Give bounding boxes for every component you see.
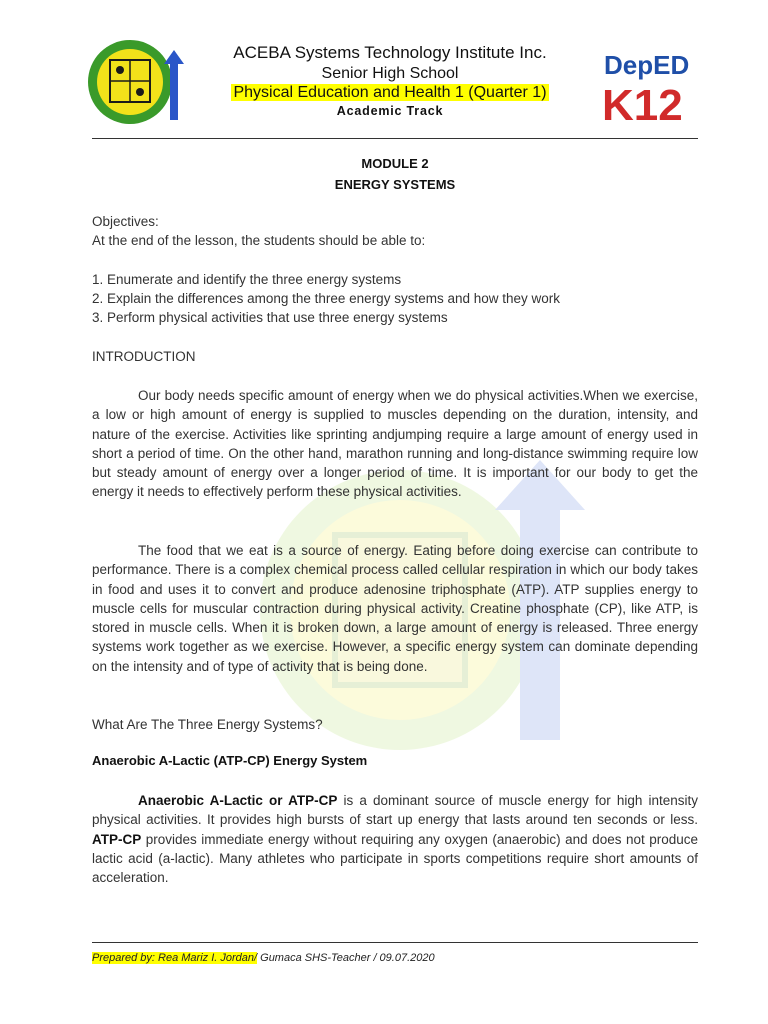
document-header [0, 0, 768, 140]
introduction-heading: INTRODUCTION [92, 349, 196, 364]
institute-name: ACEBA Systems Technology Institute Inc. [233, 43, 547, 62]
deped-logo-text: DepED [604, 50, 690, 80]
course-title: Physical Education and Health 1 (Quarter 1) [233, 84, 547, 101]
module-number: MODULE 2 [361, 156, 429, 171]
deped-k12-logo [600, 44, 696, 124]
objectives-label: Objectives: [92, 214, 159, 229]
header-divider [92, 138, 698, 139]
atp-cp-paragraph: Anaerobic A-Lactic or ATP-CP is a dominant source of muscle energy for high intensity physical activities. It provides high bursts of start up energy that lasts around ten seconds or less. ATP-CP provides immediate energy without requiring any oxygen (anaerobic) and does not produce lactic acid (a-lactic). Many athletes who participate in sports competitions require short amounts of acceleration. [92, 793, 699, 886]
objectives-intro: At the end of the lesson, the students should be able to: [92, 233, 426, 248]
footer-credit [92, 952, 435, 964]
aceba-seal-logo [86, 38, 184, 126]
track-name: Academic Track [336, 104, 444, 118]
objective-item-1: 1. Enumerate and identify the three energy systems [92, 272, 402, 287]
module-title: ENERGY SYSTEMS [334, 177, 456, 192]
prepared-by: Prepared by: Rea Mariz I. Jordan/ [92, 952, 258, 964]
objective-item-2: 2. Explain the differences among the three energy systems and how they work [92, 291, 561, 306]
section-heading-atp-cp: Anaerobic A-Lactic (ATP-CP) Energy System [92, 753, 368, 768]
three-systems-question: What Are The Three Energy Systems? [92, 717, 323, 732]
footer-divider [92, 942, 698, 943]
intro-paragraph-1: Our body needs specific amount of energy when we do physical activities.When we exercise, a low or high amount of energy is supplied to muscles depending on the duration, intensity, and nature of the exercise. Activities like sprinting andjumping require a large amount of energy used in short a period of time. On the other hand, marathon running and long-distance swimming require low but steady amount of energy over a longer period of time. It is important for our body to get the energy it needs to effectively perform these physical activities. [92, 388, 698, 500]
footer-rest: Gumaca SHS-Teacher / 09.07.2020 [257, 952, 435, 964]
school-name: Senior High School [321, 65, 459, 82]
objective-item-3: 3. Perform physical activities that use three energy systems [92, 310, 448, 325]
k12-logo-text: K12 [602, 81, 683, 124]
intro-paragraph-2: The food that we eat is a source of energy. Eating before doing exercise can contribute to performance. There is a complex chemical process called cellular respiration in which our body takes in food and uses it to convert and produce adenosine triphosphate (ATP). ATP supplies energy to muscle cells for muscular contraction during physical activity. Creatine phosphate (CP), like ATP, is stored in muscle cells. When it is broken down, a large amount of energy is released. Three energy systems work together as we exercise. However, a specific energy system can dominate depending on the intensity and of type of activity that is being done. [92, 543, 698, 674]
